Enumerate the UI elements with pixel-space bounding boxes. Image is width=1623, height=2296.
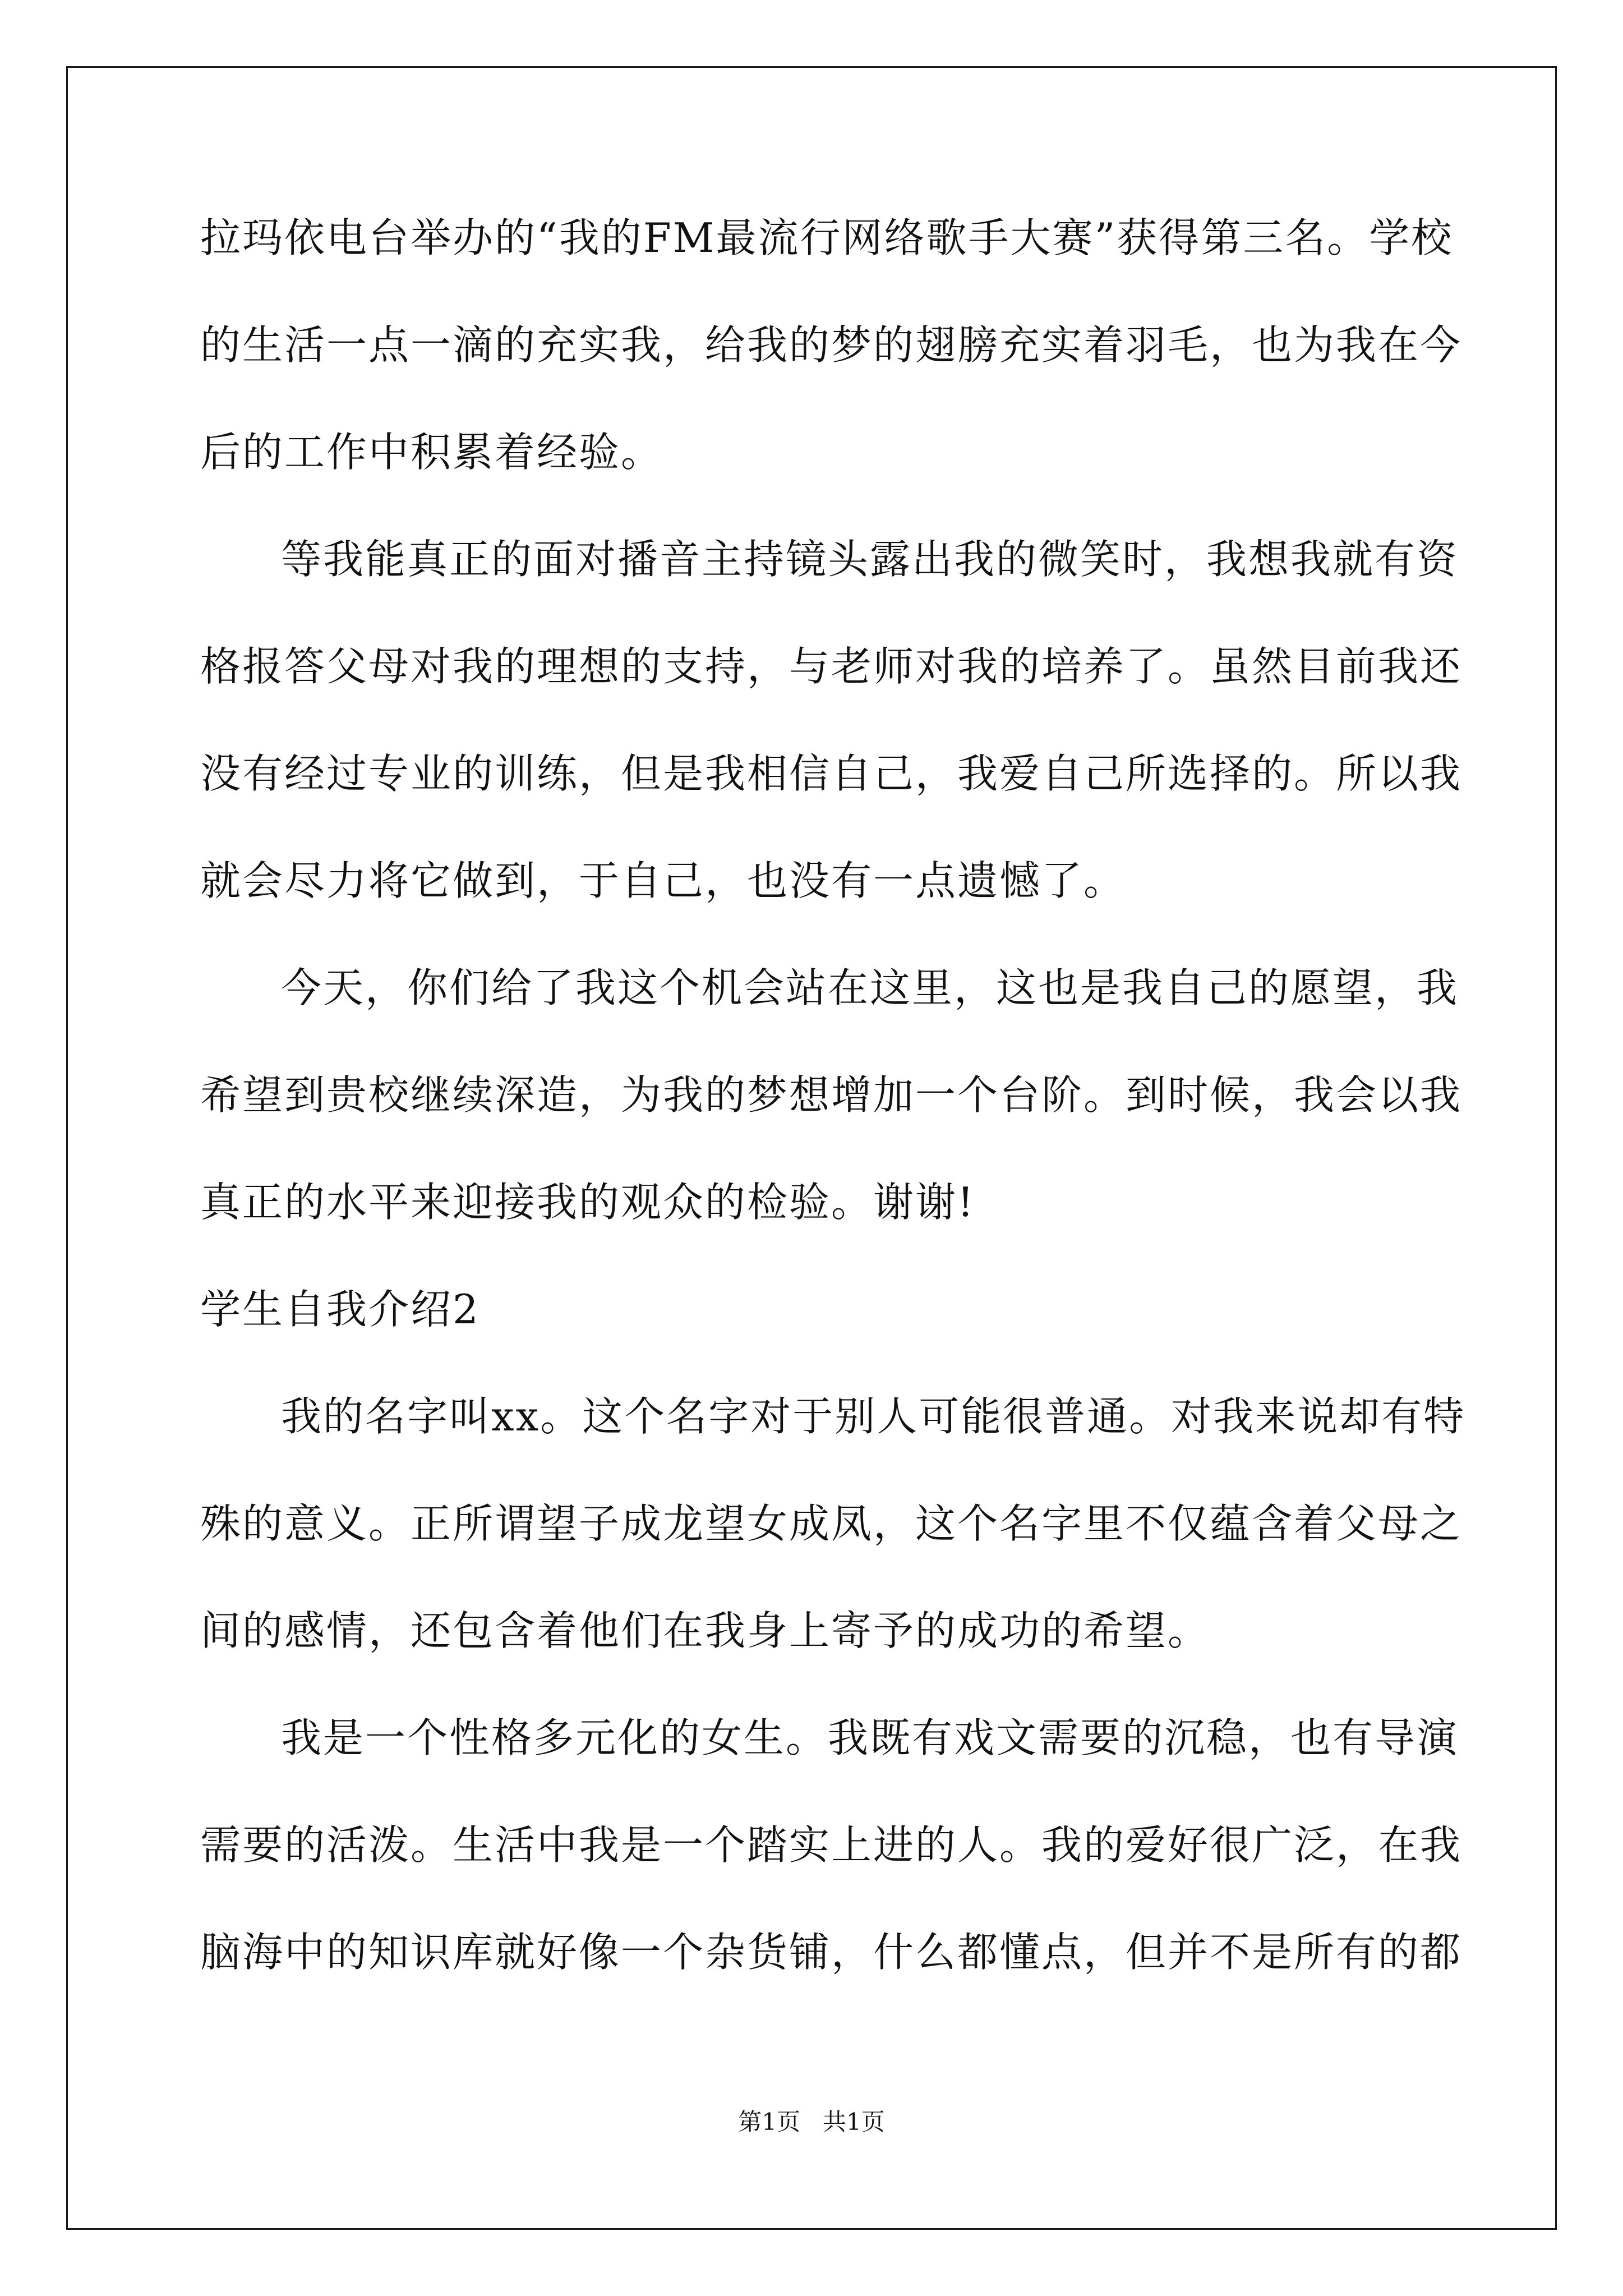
text-line: 间的感情，还包含着他们在我身上寄予的成功的希望。 <box>200 1607 1210 1654</box>
text-line: 就会尽力将它做到，于自己，也没有一点遗憾了。 <box>200 857 1126 904</box>
paragraph-first-line: 我的名字叫xx。这个名字对于别人可能很普通。对我来说却有特 <box>281 1393 1466 1440</box>
text-line: 脑海中的知识库就好像一个杂货铺，什么都懂点，但并不是所有的都 <box>200 1929 1463 1976</box>
text-line: 格报答父母对我的理想的支持，与老师对我的培养了。虽然目前我还 <box>200 643 1463 690</box>
paragraph-first-line: 我是一个性格多元化的女生。我既有戏文需要的沉稳，也有导演 <box>281 1714 1459 1761</box>
document-body <box>200 214 1466 2039</box>
text-line: 拉玛依电台举办的“我的FM最流行网络歌手大赛”获得第三名。学校 <box>200 214 1454 261</box>
page-footer: 第1页 共1页 <box>738 2108 885 2136</box>
text-line: 真正的水平来迎接我的观众的检验。谢谢! <box>200 1179 975 1226</box>
text-line: 希望到贵校继续深造，为我的梦想增加一个台阶。到时候，我会以我 <box>200 1071 1463 1119</box>
paragraph-first-line: 今天，你们给了我这个机会站在这里，这也是我自己的愿望，我 <box>281 964 1459 1011</box>
section-heading: 学生自我介绍2 <box>200 1286 480 1333</box>
text-line: 需要的活泼。生活中我是一个踏实上进的人。我的爱好很广泛，在我 <box>200 1821 1463 1869</box>
text-line: 的生活一点一滴的充实我，给我的梦的翅膀充实着羽毛，也为我在今 <box>200 321 1463 369</box>
text-line: 没有经过专业的训练，但是我相信自己，我爱自己所选择的。所以我 <box>200 750 1463 797</box>
text-line: 殊的意义。正所谓望子成龙望女成凤，这个名字里不仅蕴含着父母之 <box>200 1500 1463 1547</box>
paragraph-first-line: 等我能真正的面对播音主持镜头露出我的微笑时，我想我就有资 <box>281 536 1459 583</box>
text-line: 后的工作中积累着经验。 <box>200 429 663 476</box>
